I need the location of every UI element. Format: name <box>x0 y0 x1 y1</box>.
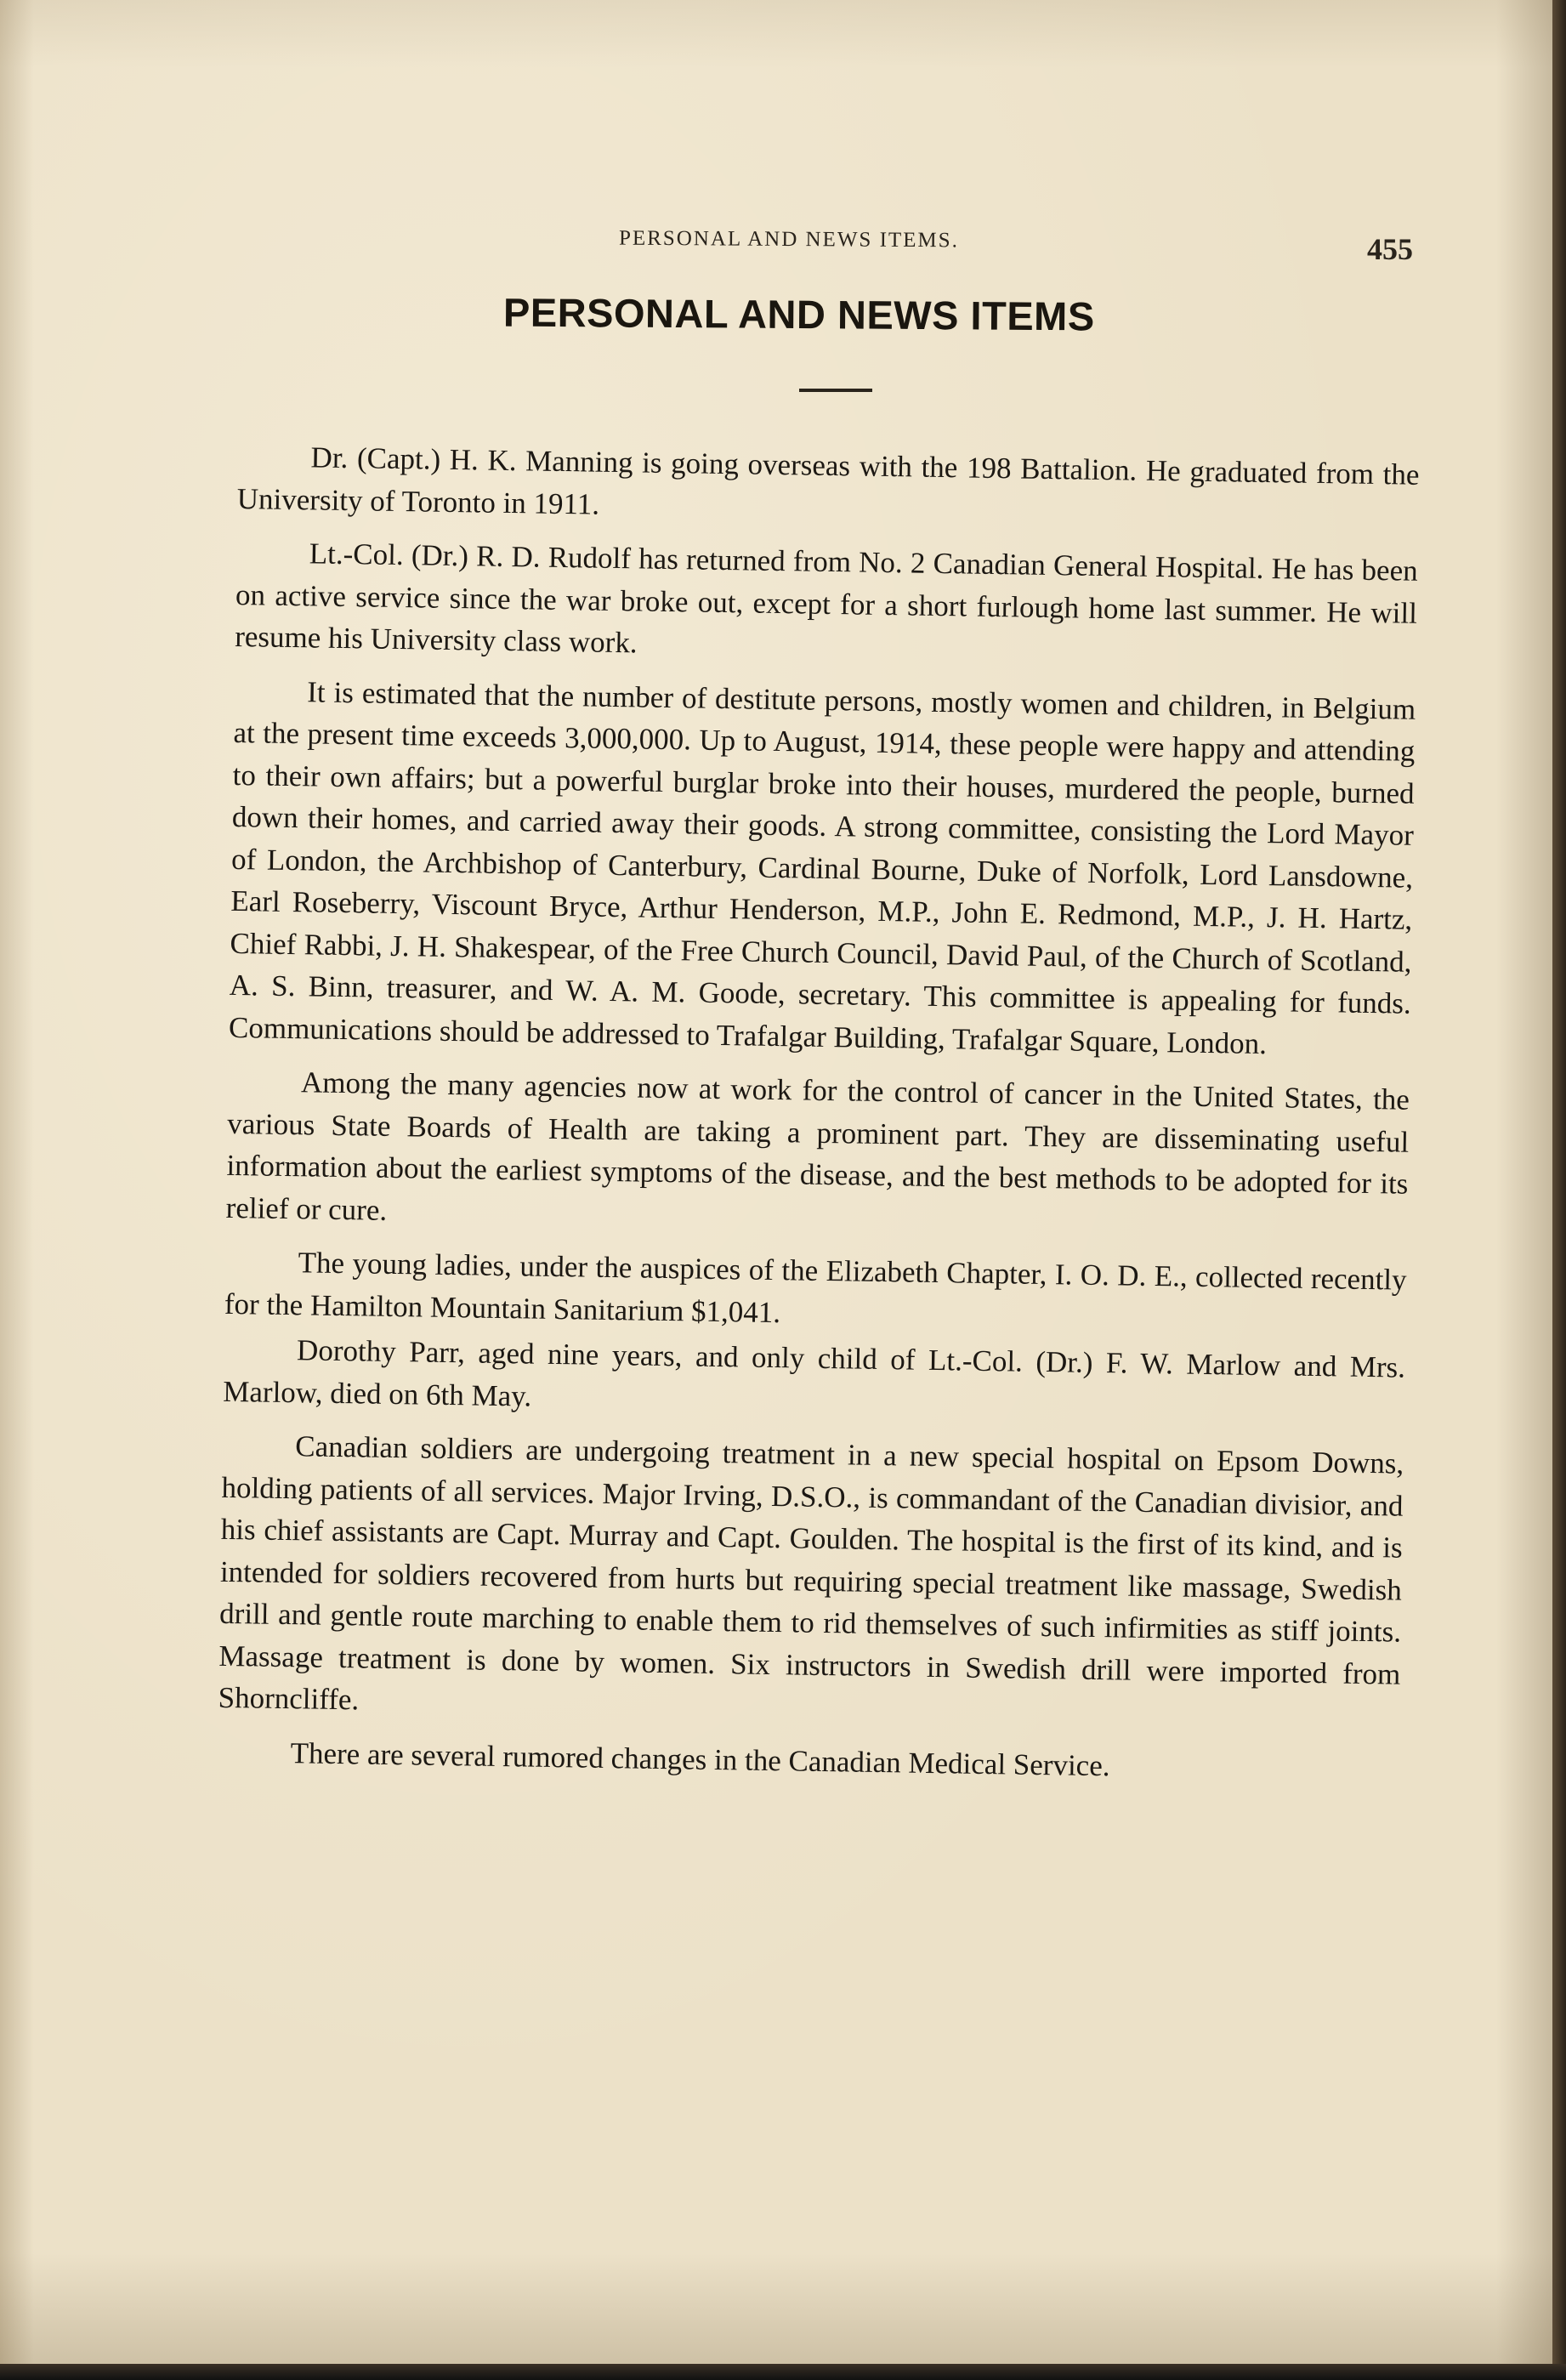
paragraph-epsom: Canadian soldiers are undergoing treatment in a new special hospital on Epsom Downs, holding patients of all services. Major Irving, D.S.O., is commandant of the Canadian divisior, and his chief assistants are Capt. Murray and Capt. Goulden. The hospital is the first of its kind, and is intended for soldiers recovered from hurts but requiring special treatment like massage, Swedish drill and gentle route marching to enable them to rid themselves of such infirmities as stiff joints. Massage treatment is done by women. Six instructors in Swedish drill were imported from Shorncliffe. <box>218 1429 1404 1717</box>
article-title: PERSONAL AND NEWS ITEMS <box>502 289 1095 339</box>
paragraph-ioda: The young ladies, under the auspices of the Elizabeth Chapter, I. O. D. E., collected recently for the Hamilton Mountain Sanitarium $1,041. <box>224 1246 1407 1329</box>
article-body <box>217 435 1420 1803</box>
running-head: PERSONAL AND NEWS ITEMS. <box>618 226 959 253</box>
paragraph-cancer: Among the many agencies now at work for the control of cancer in the United States, the various State Boards of Health are taking a prominent part. They are disseminating useful information about the earliest symptoms of the disease, and the best methods to be adopted for its relief or cure. <box>225 1065 1410 1227</box>
paragraph-rumored-changes: There are several rumored changes in the Canadian Medical Service. <box>290 1735 1110 1782</box>
paragraph-rudolf: Lt.-Col. (Dr.) R. D. Rudolf has returned from No. 2 Canadian General Hospital. He has been on active service since the war broke out, except for a short furlough home last summer. He will resume his University class work. <box>234 537 1418 660</box>
paragraph-parr: Dorothy Parr, aged nine years, and only child of Lt.-Col. (Dr.) F. W. Marlow and Mrs. Marlow, died on 6th May. <box>223 1333 1406 1413</box>
paragraph-manning: Dr. (Capt.) H. K. Manning is going overseas with the 198 Battalion. He graduated from the University of Toronto in 1911. <box>236 440 1420 521</box>
page-number: 455 <box>1367 232 1413 266</box>
paragraph-belgium: It is estimated that the number of destitute persons, mostly women and children, in Belgium at the present time exceeds 3,000,000. Up to August, 1914, these people were happy and attending to their own affairs; but a powerful burglar broke into their houses, murdered the people, burned down their homes, and carried away their goods. A strong committee, consisting the Lord Mayor of London, the Archbishop of Canterbury, Cardinal Bourne, Duke of Norfolk, Lord Lansdowne, Earl Roseberry, Viscount Bryce, Arthur Henderson, M.P., John E. Redmond, M.P., J. H. Hartz, Chief Rabbi, J. H. Shakespear, of the Free Church Council, David Paul, of the Church of Scotland, A. S. Binn, treasurer, and W. A. M. Goode, secretary. This committee is appealing for funds. Communications should be addressed to Trafalgar Building, Trafalgar Square, London. <box>228 674 1416 1060</box>
page-edge-shadow <box>1552 0 1566 2380</box>
page-bottom-shadow <box>0 2364 1566 2380</box>
title-rule <box>799 389 872 392</box>
